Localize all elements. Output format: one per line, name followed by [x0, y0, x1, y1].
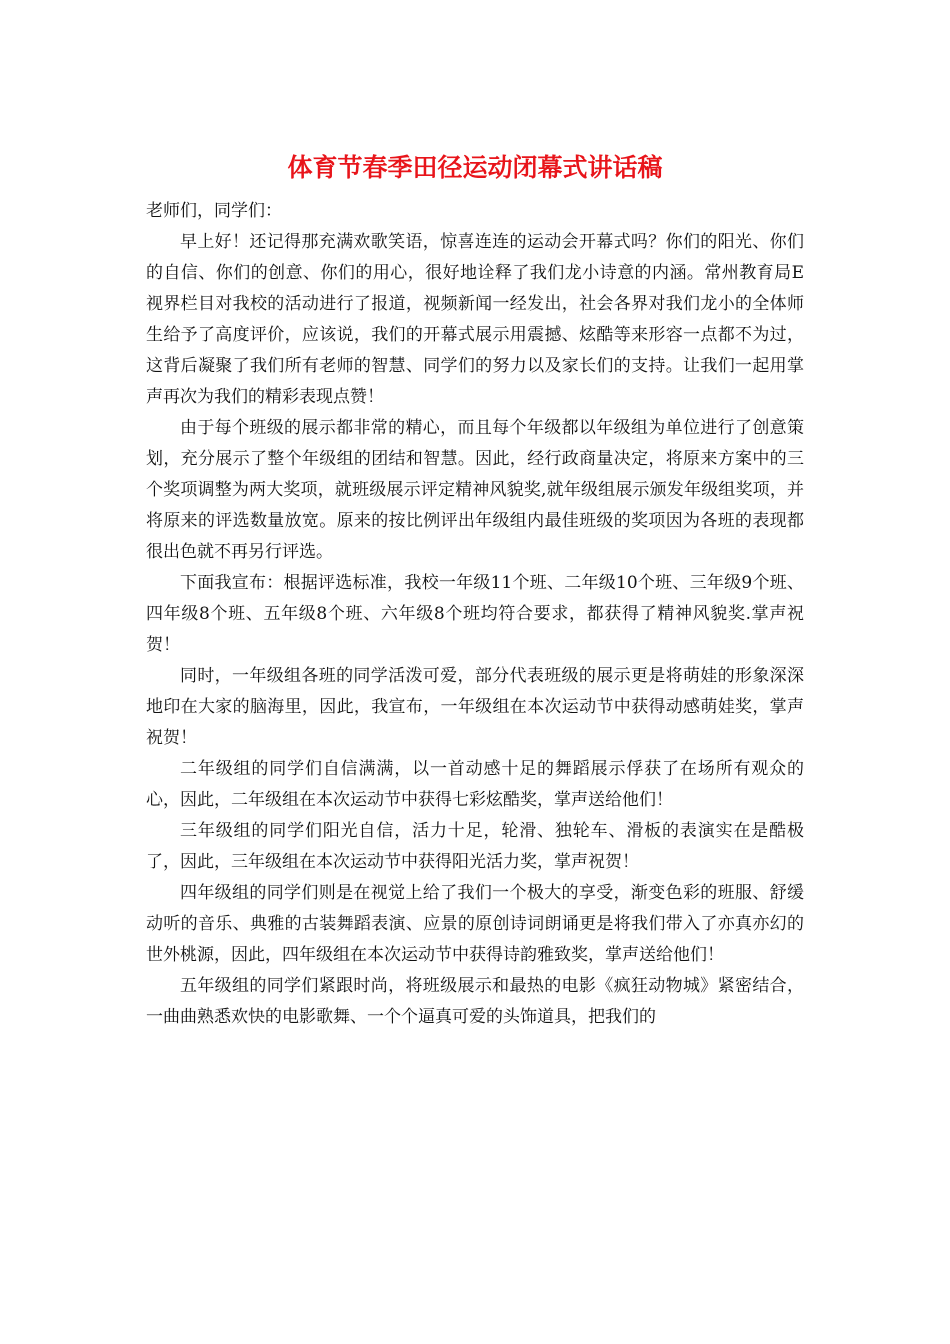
salutation: 老师们，同学们：	[146, 201, 282, 221]
paragraph-4: 同时，一年级组各班的同学活泼可爱，部分代表班级的展示更是将萌娃的形象深深地印在大家的脑海里，因此，我宣布，一年级组在本次运动节中获得动感萌娃奖，掌声祝贺！	[146, 666, 804, 748]
paragraph-3: 下面我宣布：根据评选标准，我校一年级11个班、二年级10个班、三年级9个班、四年级8个班、五年级8个班、六年级8个班均符合要求，都获得了精神风貌奖.掌声祝贺！	[146, 573, 804, 655]
document-body	[146, 196, 804, 1033]
paragraph-8: 五年级组的同学们紧跟时尚，将班级展示和最热的电影《疯狂动物城》紧密结合，一曲曲熟悉欢快的电影歌舞、一个个逼真可爱的头饰道具，把我们的	[146, 976, 804, 1027]
paragraph-2: 由于每个班级的展示都非常的精心，而且每个年级都以年级组为单位进行了创意策划，充分展示了整个年级组的团结和智慧。因此，经行政商量决定，将原来方案中的三个奖项调整为两大奖项，就班级展示评定精神风貌奖,就年级组展示颁发年级组奖项，并将原来的评选数量放宽。原来的按比例评出年级组内最佳班级的奖项因为各班的表现都很出色就不再另行评选。	[146, 418, 804, 562]
document-title: 体育节春季田径运动闭幕式讲话稿	[287, 153, 663, 182]
paragraph-1: 早上好！还记得那充满欢歌笑语，惊喜连连的运动会开幕式吗？你们的阳光、你们的自信、你们的创意、你们的用心，很好地诠释了我们龙小诗意的内涵。常州教育局E视界栏目对我校的活动进行了报道，视频新闻一经发出，社会各界对我们龙小的全体师生给予了高度评价，应该说，我们的开幕式展示用震撼、炫酷等来形容一点都不为过，这背后凝聚了我们所有老师的智慧、同学们的努力以及家长们的支持。让我们一起用掌声再次为我们的精彩表现点赞！	[146, 232, 804, 407]
paragraph-6: 三年级组的同学们阳光自信，活力十足，轮滑、独轮车、滑板的表演实在是酷极了，因此，三年级组在本次运动节中获得阳光活力奖，掌声祝贺！	[146, 821, 804, 872]
paragraph-5: 二年级组的同学们自信满满，以一首动感十足的舞蹈展示俘获了在场所有观众的心，因此，二年级组在本次运动节中获得七彩炫酷奖，掌声送给他们！	[146, 759, 804, 810]
paragraph-7: 四年级组的同学们则是在视觉上给了我们一个极大的享受，渐变色彩的班服、舒缓动听的音乐、典雅的古装舞蹈表演、应景的原创诗词朗诵更是将我们带入了亦真亦幻的世外桃源，因此，四年级组在本次运动节中获得诗韵雅致奖，掌声送给他们！	[146, 883, 804, 965]
